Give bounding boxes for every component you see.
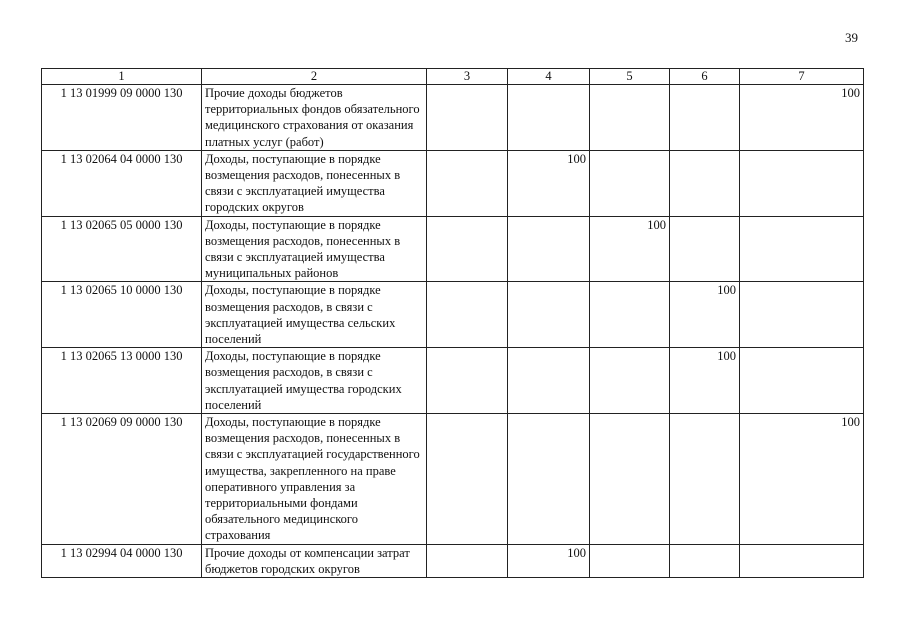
value-col-5 [590,348,670,414]
revenue-name: Прочие доходы бюджетов территориальных фондов обязательного медицинского страхования от оказания платных услуг (работ) [202,85,427,151]
budget-revenue-table [41,68,864,578]
revenue-name: Доходы, поступающие в порядке возмещения расходов, в связи с эксплуатацией имущества городских поселений [202,348,427,414]
table-row [42,85,864,151]
table-row [42,414,864,545]
column-header-2: 2 [202,69,427,85]
revenue-name: Доходы, поступающие в порядке возмещения расходов, в связи с эксплуатацией имущества сельских поселений [202,282,427,348]
column-number-header-row [42,69,864,85]
value-col-7 [740,348,864,414]
value-col-6: 100 [670,282,740,348]
value-col-6 [670,544,740,577]
value-col-3 [427,544,508,577]
value-col-6 [670,150,740,216]
value-col-5 [590,544,670,577]
column-header-7: 7 [740,69,864,85]
value-col-6 [670,216,740,282]
value-col-5: 100 [590,216,670,282]
table-row [42,544,864,577]
column-header-3: 3 [427,69,508,85]
revenue-code: 1 13 02065 05 0000 130 [42,216,202,282]
value-col-4 [508,414,590,545]
column-header-1: 1 [42,69,202,85]
value-col-5 [590,150,670,216]
value-col-4 [508,216,590,282]
value-col-4 [508,85,590,151]
value-col-7 [740,216,864,282]
value-col-7 [740,544,864,577]
value-col-6 [670,85,740,151]
value-col-7: 100 [740,414,864,545]
value-col-5 [590,282,670,348]
table-row [42,216,864,282]
value-col-4 [508,282,590,348]
value-col-7 [740,150,864,216]
table-row [42,348,864,414]
value-col-4: 100 [508,544,590,577]
value-col-7 [740,282,864,348]
revenue-code: 1 13 02064 04 0000 130 [42,150,202,216]
revenue-name: Доходы, поступающие в порядке возмещения расходов, понесенных в связи с эксплуатацией государственного имущества, закрепленного на праве оперативного управления за территориальными фондами обязательного медицинского страхования [202,414,427,545]
revenue-name: Доходы, поступающие в порядке возмещения расходов, понесенных в связи с эксплуатацией имущества муниципальных районов [202,216,427,282]
value-col-3 [427,150,508,216]
revenue-code: 1 13 02994 04 0000 130 [42,544,202,577]
revenue-code: 1 13 02065 10 0000 130 [42,282,202,348]
revenue-name: Прочие доходы от компенсации затрат бюджетов городских округов [202,544,427,577]
value-col-3 [427,348,508,414]
table-row [42,150,864,216]
revenue-name: Доходы, поступающие в порядке возмещения расходов, понесенных в связи с эксплуатацией имущества городских округов [202,150,427,216]
value-col-3 [427,414,508,545]
revenue-code: 1 13 01999 09 0000 130 [42,85,202,151]
value-col-3 [427,282,508,348]
column-header-6: 6 [670,69,740,85]
value-col-3 [427,216,508,282]
value-col-4: 100 [508,150,590,216]
value-col-6 [670,414,740,545]
table-row [42,282,864,348]
value-col-4 [508,348,590,414]
column-header-4: 4 [508,69,590,85]
value-col-3 [427,85,508,151]
column-header-5: 5 [590,69,670,85]
value-col-7: 100 [740,85,864,151]
revenue-code: 1 13 02069 09 0000 130 [42,414,202,545]
page-number: 39 [845,30,858,45]
value-col-5 [590,414,670,545]
revenue-code: 1 13 02065 13 0000 130 [42,348,202,414]
value-col-5 [590,85,670,151]
value-col-6: 100 [670,348,740,414]
